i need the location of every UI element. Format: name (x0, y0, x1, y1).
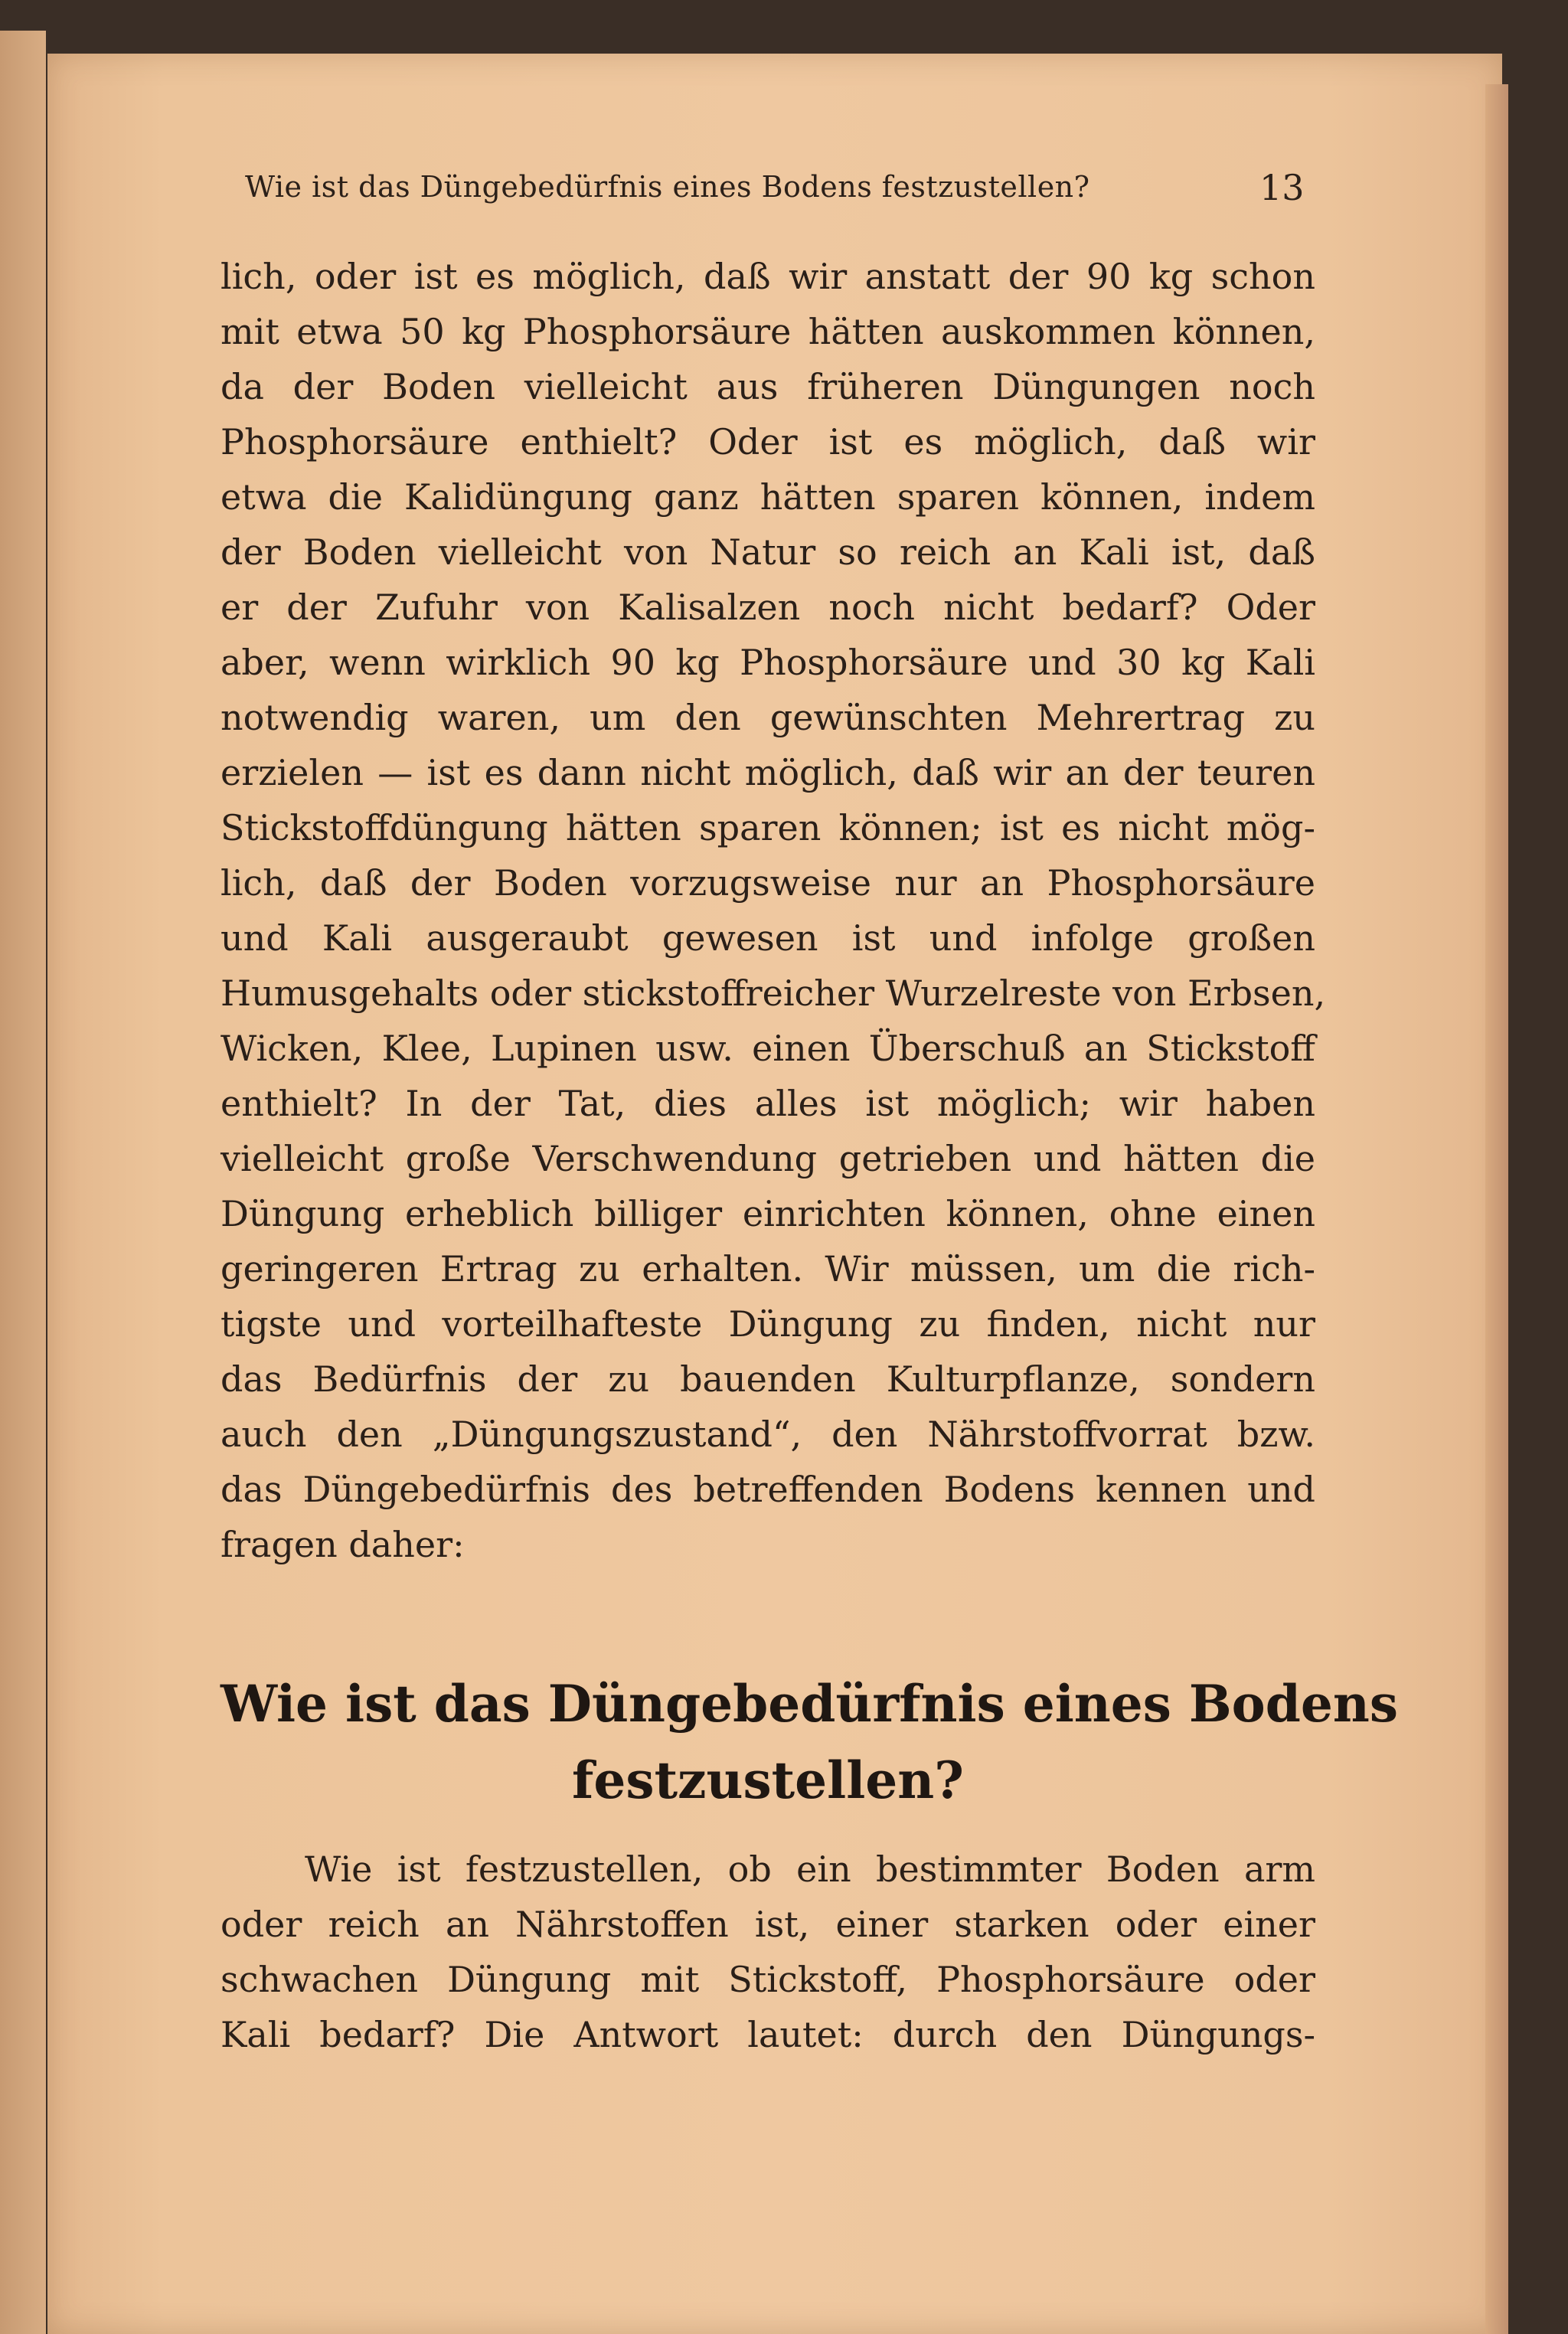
text-line: oder reich an Nährstoffen ist, einer starken oder einer (220, 1904, 1315, 1945)
text-line: etwa die Kalidüngung ganz hätten sparen können, indem (220, 476, 1315, 518)
running-head: Wie ist das Düngebedürfnis eines Bodens festzustellen? (245, 170, 1090, 204)
text-line: der Boden vielleicht von Natur so reich an Kali ist, daß (220, 531, 1315, 573)
text-line: er der Zufuhr von Kalisalzen noch nicht bedarf? Oder (220, 587, 1315, 628)
section-heading (220, 1666, 1398, 1819)
text-line: schwachen Düngung mit Stickstoff, Phosphorsäure oder (220, 1959, 1315, 2000)
text-line: Stickstoffdüngung hätten sparen können; ist es nicht mög- (220, 807, 1315, 848)
heading-line: festzustellen? (572, 1750, 964, 1810)
heading-line: Wie ist das Düngebedürfnis eines Bodens (220, 1674, 1398, 1734)
text-line: und Kali ausgeraubt gewesen ist und infolge großen (220, 917, 1315, 959)
text-line: tigste und vorteilhafteste Düngung zu finden, nicht nur (220, 1303, 1315, 1345)
text-line: da der Boden vielleicht aus früheren Düngungen noch (220, 366, 1315, 407)
text-line: Wie ist festzustellen, ob ein bestimmter Boden arm (305, 1849, 1315, 1890)
text-line: enthielt? In der Tat, dies alles ist möglich; wir haben (220, 1083, 1315, 1124)
text-line: mit etwa 50 kg Phosphorsäure hätten auskommen können, (220, 311, 1315, 352)
text-line: Humusgehalts oder stickstoffreicher Wurzelreste von Erbsen, (220, 972, 1326, 1014)
left-page-edge (0, 31, 46, 2334)
text-line: notwendig waren, um den gewünschten Mehrertrag zu (220, 697, 1315, 738)
text-line: fragen daher: (220, 1524, 465, 1565)
text-line: lich, daß der Boden vorzugsweise nur an Phosphorsäure (220, 862, 1315, 904)
page-number: 13 (1259, 167, 1305, 208)
text-line: das Bedürfnis der zu bauenden Kulturpflanze, sondern (220, 1358, 1315, 1400)
paragraph-2 (220, 1842, 1315, 2062)
page-right-edge (1485, 84, 1508, 2334)
text-line: Düngung erheblich billiger einrichten können, ohne einen (220, 1193, 1315, 1234)
text-line: erzielen — ist es dann nicht möglich, daß wir an der teuren (220, 752, 1315, 793)
text-line: vielleicht große Verschwendung getrieben und hätten die (220, 1138, 1315, 1179)
text-line: das Düngebedürfnis des betreffenden Bodens kennen und (220, 1469, 1315, 1510)
text-line: Wicken, Klee, Lupinen usw. einen Überschuß an Stickstoff (220, 1028, 1315, 1069)
paragraph-1 (220, 249, 1326, 1572)
text-line: Phosphorsäure enthielt? Oder ist es möglich, daß wir (220, 421, 1315, 463)
text-line: lich, oder ist es möglich, daß wir anstatt der 90 kg schon (220, 256, 1315, 297)
text-line: aber, wenn wirklich 90 kg Phosphorsäure und 30 kg Kali (220, 642, 1315, 683)
text-line: Kali bedarf? Die Antwort lautet: durch den Düngungs- (220, 2014, 1315, 2055)
text-line: geringeren Ertrag zu erhalten. Wir müssen, um die rich- (220, 1248, 1315, 1290)
text-line: auch den „Düngungszustand“, den Nährstoffvorrat bzw. (220, 1414, 1315, 1455)
